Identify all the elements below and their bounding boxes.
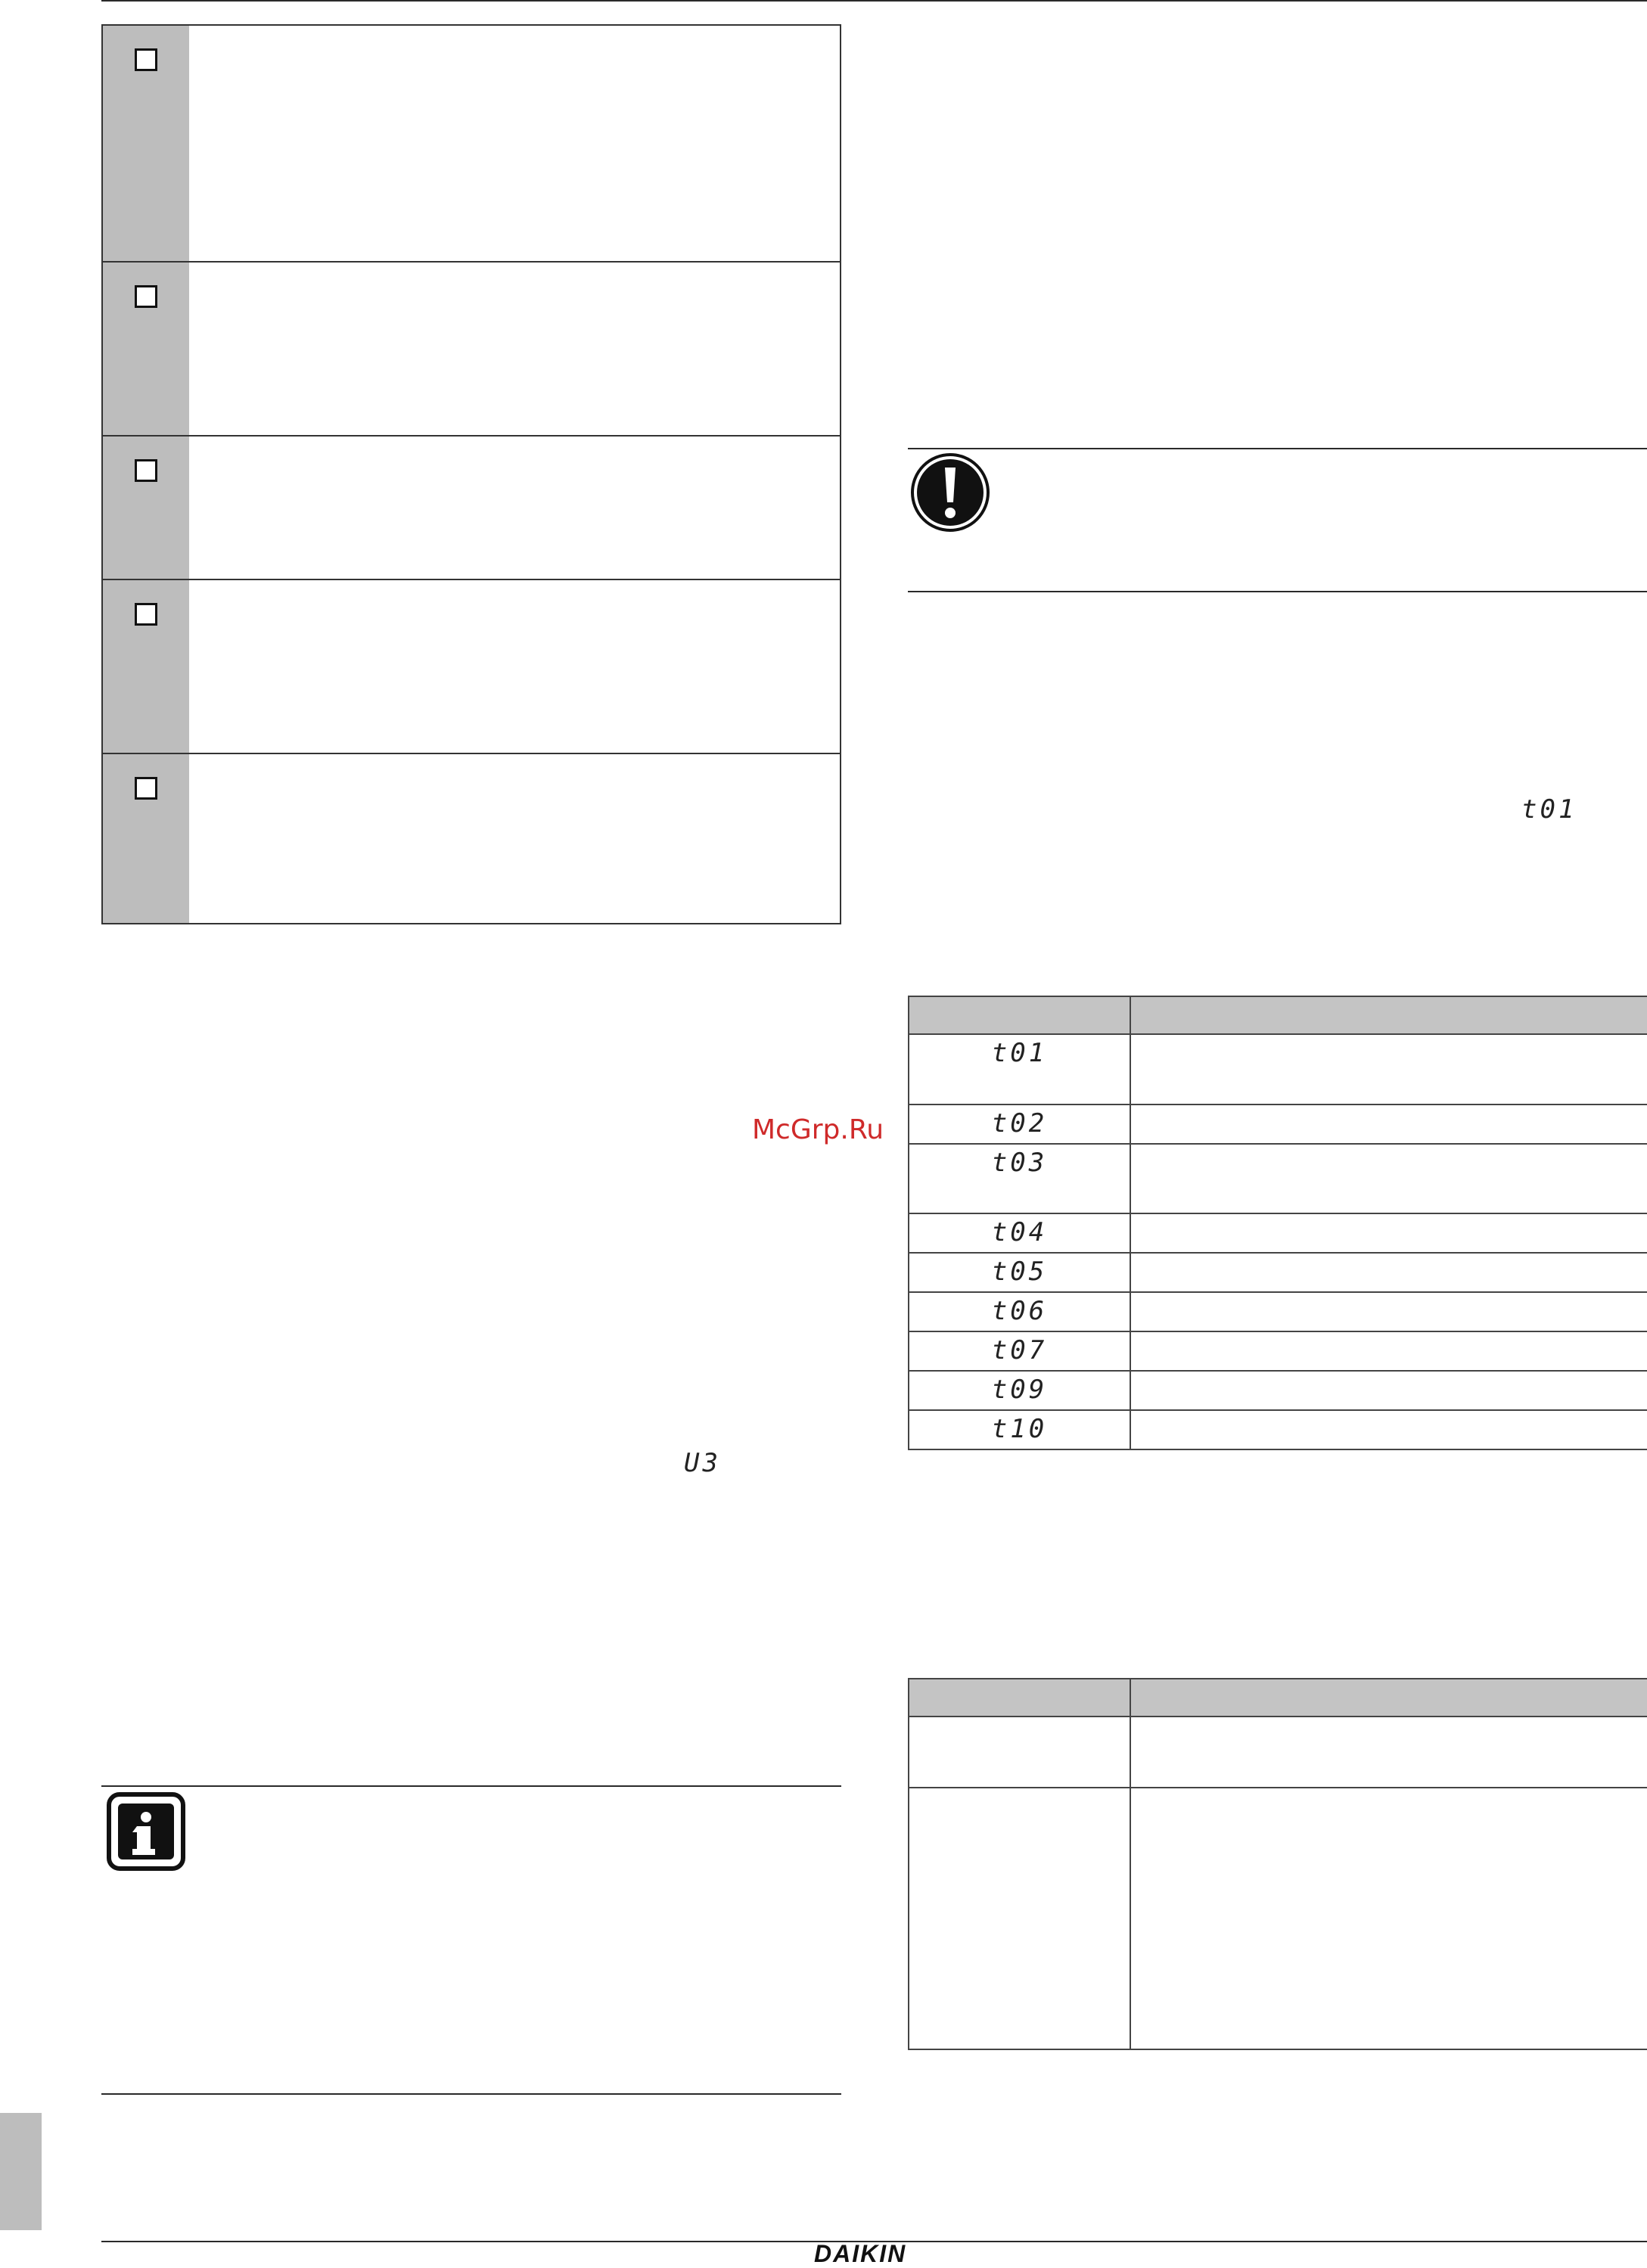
error-code: t03 [909,1144,1130,1213]
exclamation-icon [910,452,990,533]
table-row [909,1371,1647,1410]
inline-code-t01: t01 [1521,794,1577,825]
table-cell-description [1130,1371,1647,1410]
error-code: t01 [909,1034,1130,1104]
error-code: t06 [909,1292,1130,1331]
watermark: McGrp.Ru [752,1114,884,1145]
checklist-gutter [103,437,189,579]
checklist-text [189,580,840,753]
table-header-cell [1130,1679,1647,1717]
page-side-tab [0,2113,42,2230]
table-cell-description [1130,1104,1647,1144]
info-notice-bottom-rule [101,2093,841,2095]
table-header-cell [909,996,1130,1034]
table-row [909,1331,1647,1371]
error-code: t09 [909,1371,1130,1410]
checklist-text [189,437,840,579]
error-code: t07 [909,1331,1130,1371]
table-row [909,1034,1647,1104]
error-code: t05 [909,1253,1130,1292]
table-cell-description [1130,1292,1647,1331]
table-header-row [909,996,1647,1034]
checkbox[interactable] [135,777,157,800]
table-cell-description [1130,1213,1647,1253]
table-header-row [909,1679,1647,1717]
table-row [909,1144,1647,1213]
table-row [909,1717,1647,1788]
checklist-row [103,435,840,579]
table-cell [1130,1717,1647,1788]
table-cell-description [1130,1253,1647,1292]
checkbox[interactable] [135,459,157,482]
warning-notice-top-rule [908,448,1647,449]
info-icon [106,1791,186,1872]
table-row [909,1213,1647,1253]
second-table [908,1678,1647,2050]
table-cell [909,1788,1130,2049]
table-row [909,1292,1647,1331]
checkbox[interactable] [135,603,157,626]
table-cell-description [1130,1331,1647,1371]
table-cell [909,1717,1130,1788]
error-code: t02 [909,1104,1130,1144]
table-row [909,1253,1647,1292]
table-cell-description [1130,1144,1647,1213]
checklist-row [103,753,840,923]
table-header-cell [1130,996,1647,1034]
table-row [909,1104,1647,1144]
checklist-text [189,26,840,261]
error-code: t10 [909,1410,1130,1449]
table-row [909,1410,1647,1449]
info-notice-top-rule [101,1785,841,1787]
warning-notice-bottom-rule [908,591,1647,592]
installation-checklist [101,24,841,924]
error-code-table [908,996,1647,1450]
checkbox[interactable] [135,285,157,308]
table-cell-description [1130,1034,1647,1104]
table-header-cell [909,1679,1130,1717]
table-cell [1130,1788,1647,2049]
table-row [909,1788,1647,2049]
error-code: t04 [909,1213,1130,1253]
checkbox[interactable] [135,48,157,71]
inline-code-u3: U3 [684,1448,721,1478]
checklist-row [103,26,840,261]
checklist-text [189,263,840,435]
checklist-row [103,579,840,753]
daikin-logo: DAIKIN [814,2240,907,2267]
checklist-text [189,754,840,923]
table-cell-description [1130,1410,1647,1449]
top-rule [101,0,1647,2]
checklist-row [103,261,840,435]
